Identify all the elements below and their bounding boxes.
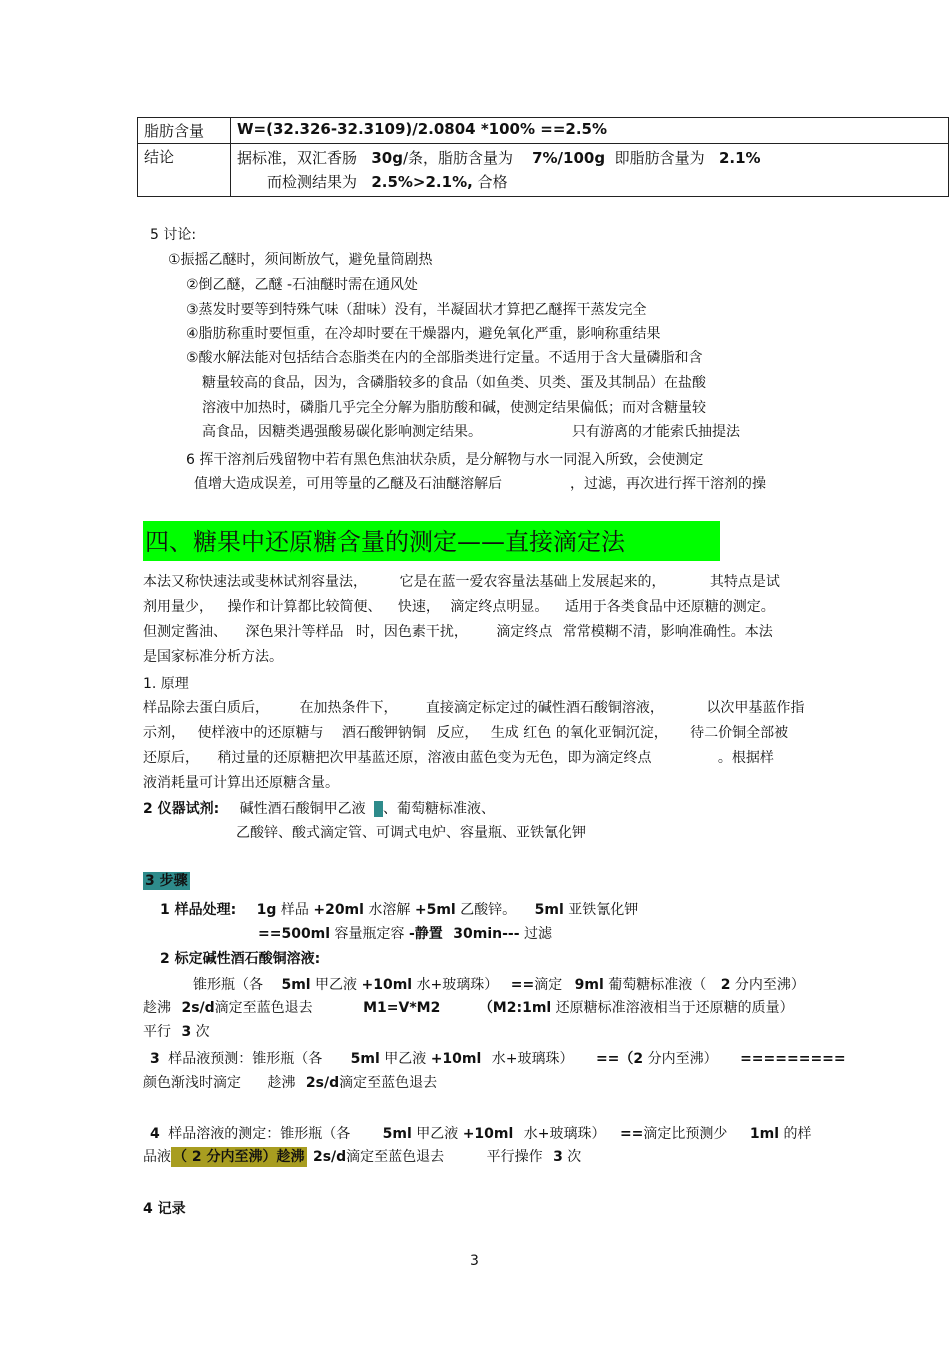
record-title: 4 记录 xyxy=(143,1201,186,1217)
discussion-item: ①振摇乙醚时，须间断放气，避免量筒剧热 xyxy=(168,252,433,268)
discussion-item: ④脂肪称重时要恒重，在冷却时要在干燥器内，避免氧化严重，影响称重结果 xyxy=(186,326,661,342)
step2-line-1: 锥形瓶（各 5ml 甲乙液 +10ml 水+玻璃珠） ==滴定 9ml 葡萄糖标准液（ 2 分内至沸） xyxy=(193,977,805,993)
reagents-line-2: 乙酸锌、酸式滴定管、可调式电炉、容量瓶、亚铁氰化钾 xyxy=(236,825,586,841)
discussion-item: ②倒乙醚，乙醚 -石油醚时需在通风处 xyxy=(186,277,419,293)
step4-line-1: 4 样品溶液的测定：锥形瓶（各 5ml 甲乙液 +10ml 水+玻璃珠） ==滴定比预测少 1ml 的样 xyxy=(150,1126,812,1142)
step3-line-2: 颜色渐浅时滴定 趁沸 2s/d滴定至蓝色退去 xyxy=(143,1075,438,1091)
discussion-item: 只有游离的才能索氏抽提法 xyxy=(572,424,740,440)
fat-value-cell: W=(32.326-32.3109)/2.0804 *100% ==2.5% xyxy=(231,118,949,144)
steps-label: 3 步骤 xyxy=(145,873,188,889)
step2-line-2: 趁沸 2s/d滴定至蓝色退去 M1=V*M2 （M2:1ml 还原糖标准溶液相当于还原糖的质量） xyxy=(143,1000,794,1016)
highlighted-text: （ 2 分内至沸）趁沸 xyxy=(173,1149,305,1165)
step3-line-1: 3 样品液预测：锥形瓶（各 5ml 甲乙液 +10ml 水+玻璃珠） ==（2 分内至沸） ========= xyxy=(150,1051,846,1067)
result-table xyxy=(137,117,949,197)
discussion-item: ③蒸发时要等到特殊气味（甜味）没有，半凝固状才算把乙醚挥干蒸发完全 xyxy=(186,302,647,318)
highlight-mark xyxy=(374,801,383,817)
conclusion-line-1: 据标准，双汇香肠 30g/条，脂肪含量为 7%/100g 即脂肪含量为 2.1% xyxy=(237,149,761,167)
conclusion-value-cell xyxy=(231,144,949,197)
discussion-item: 值增大造成误差，可用等量的乙醚及石油醚溶解后 xyxy=(194,476,502,492)
discussion-item: 糖量较高的食品，因为，含磷脂较多的食品（如鱼类、贝类、蛋及其制品）在盐酸 xyxy=(202,375,706,391)
intro-line: 是国家标准分析方法。 xyxy=(143,649,283,665)
reagents-line-1: 2 仪器试剂: 碱性酒石酸铜甲乙液 、葡萄糖标准液、 xyxy=(143,801,496,817)
table-row xyxy=(138,144,949,197)
table-row xyxy=(138,118,949,144)
conclusion-label-cell: 结论 xyxy=(138,144,231,197)
intro-line: 剂用量少， 操作和计算都比较简便、 快速， 滴定终点明显。 适用于各类食品中还原糖的测定。 xyxy=(143,599,775,615)
step1-line-2: ==500ml 容量瓶定容 -静置 30min--- 过滤 xyxy=(258,926,552,942)
step2-title: 2 标定碱性酒石酸铜溶液: xyxy=(160,951,321,967)
conclusion-line-2: 而检测结果为 2.5%>2.1%, 合格 xyxy=(267,173,508,191)
principle-title: 1. 原理 xyxy=(143,676,189,692)
discussion-item: 溶液中加热时，磷脂几乎完全分解为脂肪酸和碱，使测定结果偏低；而对含糖量较 xyxy=(202,400,706,416)
discussion-title: 5 讨论: xyxy=(150,227,197,243)
step2-line-3: 平行 3 次 xyxy=(143,1024,210,1040)
intro-line: 但测定酱油、 深色果汁等样品 时，因色素干扰， 滴定终点 常常模糊不清，影响准确性。本法 xyxy=(143,624,773,640)
principle-line: 还原后， 稍过量的还原糖把次甲基蓝还原，溶液由蓝色变为无色，即为滴定终点 。根据样 xyxy=(143,750,774,766)
intro-line: 本法又称快速法或斐林试剂容量法， 它是在蓝一爱农容量法基础上发展起来的， 其特点是试 xyxy=(143,574,780,590)
step1-line-1: 1 样品处理: 1g 样品 +20ml 水溶解 +5ml 乙酸锌。 5ml 亚铁氰化钾 xyxy=(160,902,639,918)
fat-label-cell: 脂肪含量 xyxy=(138,118,231,144)
discussion-item: 6 挥干溶剂后残留物中若有黑色焦油状杂质，是分解物与水一同混入所致，会使测定 xyxy=(186,452,704,468)
page-number: 3 xyxy=(470,1253,479,1269)
discussion-item: ，过滤，再次进行挥干溶剂的操 xyxy=(570,476,766,492)
discussion-item: ⑤酸水解法能对包括结合态脂类在内的全部脂类进行定量。不适用于含大量磷脂和含 xyxy=(186,350,703,366)
section-heading: 四、糖果中还原糖含量的测定——直接滴定法 xyxy=(143,521,720,561)
principle-line: 液消耗量可计算出还原糖含量。 xyxy=(143,775,339,791)
discussion-item: 高食品，因糖类遇强酸易碳化影响测定结果。 xyxy=(202,424,482,440)
principle-line: 示剂， 使样液中的还原糖与 酒石酸钾钠铜 反应， 生成 红色 的氧化亚铜沉淀， 待二价铜全部被 xyxy=(143,725,789,741)
principle-line: 样品除去蛋白质后， 在加热条件下， 直接滴定标定过的碱性酒石酸铜溶液， 以次甲基蓝作指 xyxy=(143,700,805,716)
step4-line-2: 品液 （ 2 分内至沸）趁沸 2s/d滴定至蓝色退去 平行操作 3 次 xyxy=(143,1149,582,1165)
